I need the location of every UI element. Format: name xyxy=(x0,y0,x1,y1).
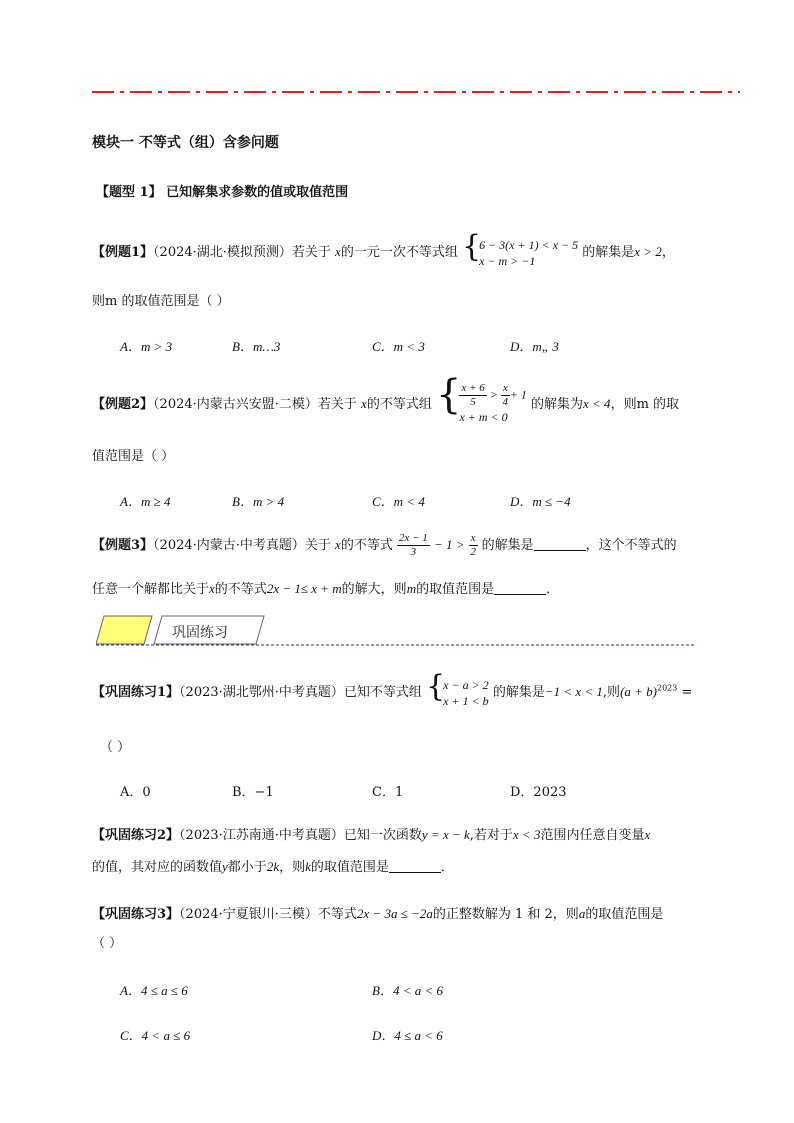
option-d[interactable]: D．m„ 3 xyxy=(510,339,559,354)
answer-blank[interactable] xyxy=(494,582,546,595)
practice-1-line2: （ ） xyxy=(100,740,131,755)
option-a[interactable]: A．m ≥ 4 xyxy=(120,494,171,509)
example-tag: 【例题1】 xyxy=(92,245,154,260)
option-a[interactable]: A．4 ≤ a ≤ 6 xyxy=(120,983,188,998)
option-c[interactable]: C．m < 3 xyxy=(372,339,425,354)
option-a[interactable]: A．0 xyxy=(120,785,151,800)
option-d[interactable]: D．m ≤ −4 xyxy=(510,494,571,509)
option-b[interactable]: B．4 < a < 6 xyxy=(372,983,443,998)
practice-1: 【巩固练习1】（2023·湖北鄂州·中考真题）已知不等式组 {x − a > 2 x + 1 < b 的解集是−1 < x < 1,则$(a + b)^{2023}$ = xyxy=(92,669,693,708)
option-b[interactable]: B．−1 xyxy=(232,785,274,800)
type-heading: 【题型 1】 已知解集求参数的值或取值范围 xyxy=(96,185,349,200)
section-title: 巩固练习 xyxy=(172,625,228,641)
option-c[interactable]: C．1 xyxy=(372,785,404,800)
practice-2: 【巩固练习2】（2023·江苏南通·中考真题）已知一次函数y = x − k,若对于x < 3范围内任意自变量x xyxy=(92,827,651,843)
option-c[interactable]: C．4 < a ≤ 6 xyxy=(120,1028,191,1043)
header-rule xyxy=(92,88,740,96)
practice-3: 【巩固练习3】（2024·宁夏银川·三模）不等式2x − 3a ≤ −2a的正整数解为 1 和 2，则a的取值范围是 xyxy=(92,906,664,922)
option-b[interactable]: B．m > 4 xyxy=(232,494,285,509)
option-a[interactable]: A．m > 3 xyxy=(120,339,173,354)
example-2: 【例题2】（2024·内蒙古兴安盟·二模）若关于 x的不等式组 { $\frac{x + 6}{5}$ > $\frac{x}{4}$ + 1 x + m < 0 的解集为x < 4，则m 的取 xyxy=(92,372,680,424)
example-3-line2: 任意一个解都比关于x的不等式2x − 1≤ x + m的解大，则m的取值范围是 ． xyxy=(92,581,560,597)
example-3: 【例题3】（2024·内蒙古·中考真题）关于 x的不等式 $\frac{2x - 1}{3}$ − 1 > $\frac{x}{2}$ 的解集是 ，这个不等式的 xyxy=(92,532,677,558)
example-1-line2: 则m 的取值范围是（ ） xyxy=(92,294,230,309)
option-b[interactable]: B．m…3 xyxy=(232,339,281,354)
module-title: 模块一 不等式（组）含参问题 xyxy=(92,135,279,151)
example-1: 【例题1】（2024·湖北·模拟预测）若关于 x的一元一次不等式组 {6 − 3(x + 1) < x − 5 x − m > −1 的解集是x > 2， xyxy=(92,229,675,268)
answer-blank[interactable] xyxy=(389,860,441,873)
option-d[interactable]: D．2023 xyxy=(510,785,567,800)
answer-blank[interactable] xyxy=(534,538,586,551)
option-c[interactable]: C．m < 4 xyxy=(372,494,425,509)
practice-3-line2: （ ） xyxy=(92,936,123,951)
example-2-line2: 值范围是（ ） xyxy=(92,449,175,464)
practice-2-line2: 的值，其对应的函数值y都小于2k，则k的取值范围是 ． xyxy=(92,859,454,875)
option-d[interactable]: D．4 ≤ a < 6 xyxy=(372,1028,443,1043)
